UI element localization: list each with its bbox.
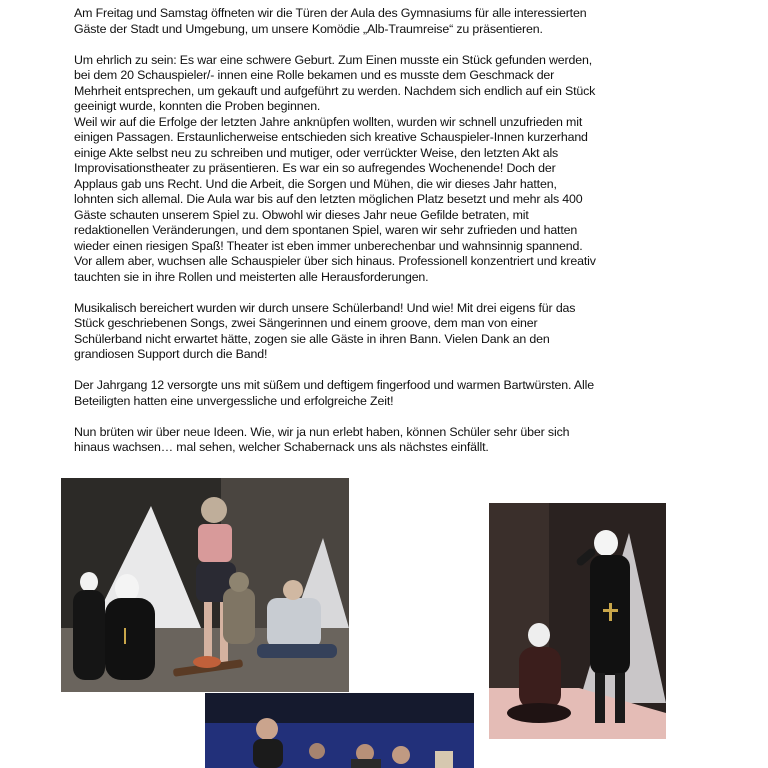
- paragraph-catering: [74, 378, 698, 409]
- text-line: bei dem 20 Schauspieler/- innen eine Rolle bekamen und es musste dem Geschmack der: [74, 68, 555, 82]
- text-line: Vor allem aber, wuchsen alle Schauspieler über sich hinaus. Professionell konzentriert und kreativ: [74, 254, 596, 268]
- text-line: Gäste schauten unserem Spiel zu. Obwohl wir dieses Jahr neue Gefilde betraten, mit: [74, 207, 529, 222]
- stage-photo-campfire: [61, 478, 349, 692]
- paragraph-outlook: [74, 425, 698, 456]
- text-line: einigen Passagen. Erstaunlicherweise entschieden sich kreative Schauspieler-Innen kurzerhand: [74, 130, 588, 144]
- stage-photo-nuns: [489, 503, 666, 739]
- text-line: redaktionellen Veränderungen, und dem spontanen Spiel, waren wir sehr zufrieden und hatten: [74, 223, 578, 237]
- paragraph-band: [74, 301, 698, 363]
- text-line: Gäste der Stadt und Umgebung, um unsere Komödie „Alb-Traumreise“ zu präsentieren.: [74, 21, 543, 36]
- text-line: geeinigt wurde, konnten die Proben beginnen.: [74, 99, 321, 113]
- text-line: einige Akte selbst neu zu schreiben und mutiger, oder verrückter Weise, den letzten Akt als: [74, 145, 559, 160]
- text-line: wieder einen riesigen Spaß! Theater ist eben immer unberechenbar und wahnsinnig spannend.: [74, 238, 583, 253]
- paragraph-intro: [74, 6, 698, 37]
- text-line: Mehrheit entsprechen, um gekauft und aufgeführt zu werden. Nachdem sich endlich auf ein Stück: [74, 83, 596, 98]
- stage-photo-band: [205, 693, 474, 768]
- text-line: Musikalisch bereichert wurden wir durch unsere Schülerband! Und wie! Mit drei eigens für das: [74, 300, 576, 315]
- text-line: grandiosen Support durch die Band!: [74, 347, 268, 361]
- text-line: tauchten sie in ihre Rollen und meisterten alle Herausforderungen.: [74, 269, 429, 284]
- text-line: Nun brüten wir über neue Ideen. Wie, wir ja nun erlebt haben, können Schüler sehr über sich: [74, 424, 570, 439]
- text-line: Weil wir auf die Erfolge der letzten Jahre anknüpfen wollten, wurden wir schnell unzufrieden mit: [74, 114, 583, 129]
- paragraph-story: [74, 53, 698, 286]
- text-line: Um ehrlich zu sein: Es war eine schwere Geburt. Zum Einen musste ein Stück gefunden werden,: [74, 52, 593, 67]
- text-line: Am Freitag und Samstag öffneten wir die Türen der Aula des Gymnasiums für alle interessierten: [74, 6, 587, 20]
- text-line: Der Jahrgang 12 versorgte uns mit süßem und deftigem fingerfood und warmen Bartwürsten. Alle: [74, 378, 594, 392]
- text-line: hinaus wachsen… mal sehen, welcher Schabernack uns als nächstes einfällt.: [74, 440, 489, 454]
- text-line: Stück geschriebenen Songs, zwei Sängerinnen und einem groove, dem man von einer: [74, 316, 538, 330]
- text-line: Schülerband nicht erwartet hätte, zogen sie alle Gäste in ihren Bann. Vielen Dank an den: [74, 331, 550, 346]
- article-text: [74, 6, 698, 471]
- text-line: Beteiligten hatten eine unvergessliche und erfolgreiche Zeit!: [74, 393, 394, 408]
- text-line: Improvisationstheater zu präsentieren. Es war ein so aufregendes Wochenende! Doch der: [74, 161, 556, 175]
- text-line: lohnten sich allemal. Die Aula war bis auf den letzten möglichen Platz besetzt und mehr als 400: [74, 192, 583, 206]
- text-line: Applaus gab uns Recht. Und die Arbeit, die Sorgen und Mühen, die wir dieses Jahr hatten,: [74, 176, 557, 191]
